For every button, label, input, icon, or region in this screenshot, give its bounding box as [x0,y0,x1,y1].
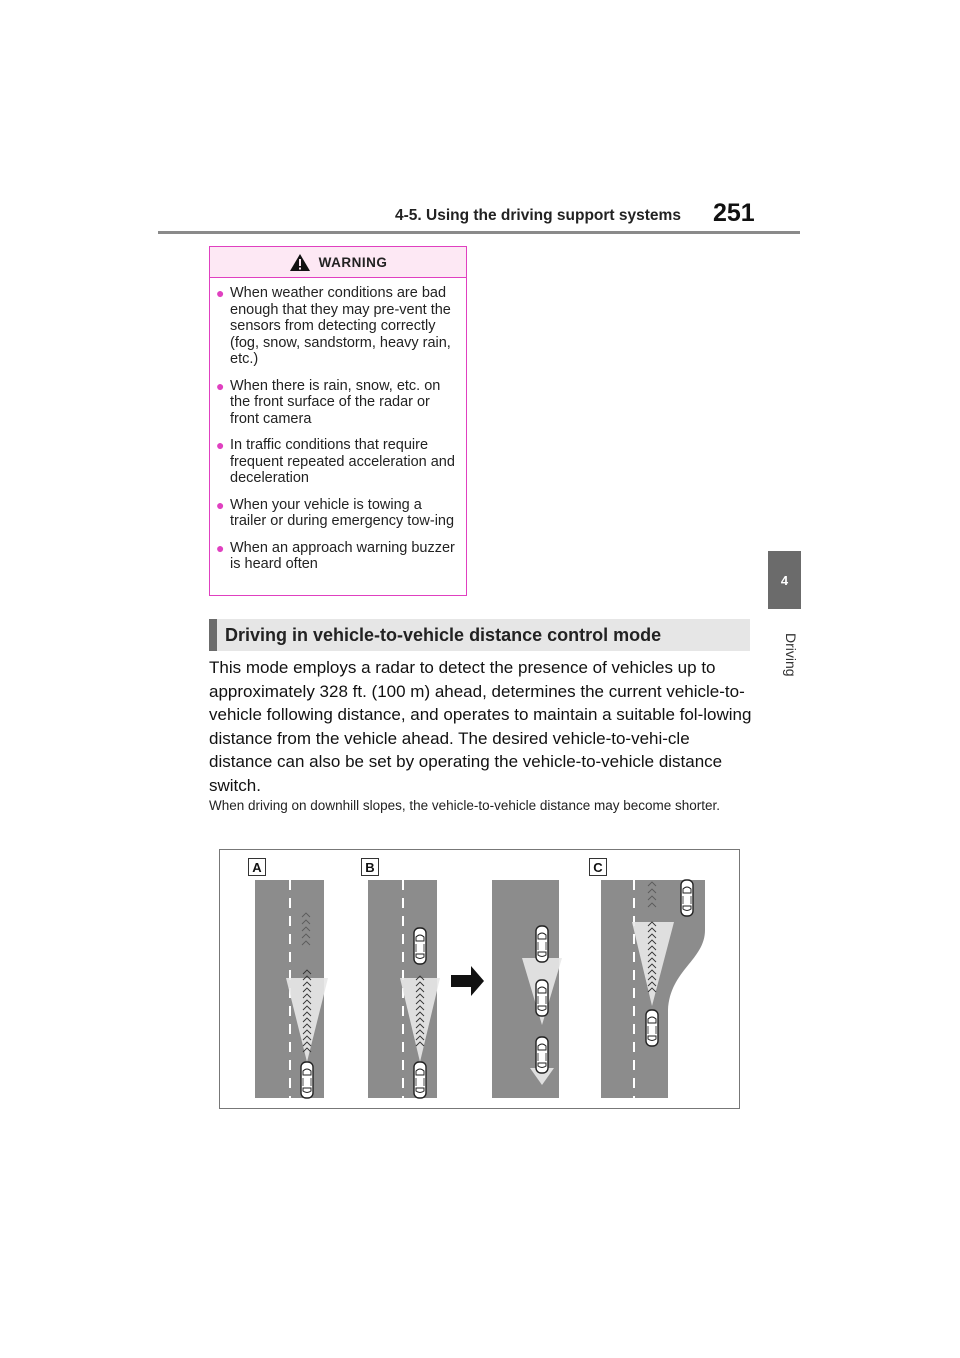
warning-item-text: When an approach warning buzzer is heard often [230,539,455,572]
warning-triangle-icon [289,253,311,272]
warning-item-text: When there is rain, snow, etc. on the front surface of the radar or front camera [230,377,441,427]
illustration-drawing [220,850,741,1110]
warning-item-text: When weather conditions are bad enough that they may pre-vent the sensors from detecting correctly (fog, snow, sandstorm, heavy rain, etc.) [230,285,451,367]
section-title: Driving in vehicle-to-vehicle distance control mode [225,624,662,645]
bullet-icon: ● [216,377,225,394]
list-item [216,497,458,530]
warning-header [210,247,466,278]
section-body: This mode employs a radar to detect the presence of vehicles up to approximately 328 ft. (100 m) ahead, determines the current vehicle-to-vehicle following distance, and operates to maintain a suitable fol-lowing distance from the vehicle ahead. The desired vehicle-to-vehi-cle distance can also be set by operating the vehicle-to-vehicle distance switch. [209,658,752,795]
warning-box [209,246,467,596]
road-a [255,880,328,1098]
bullet-icon: ● [216,539,225,556]
list-item [216,437,458,487]
warning-item-text: When your vehicle is towing a trailer or during emergency tow-ing [230,496,455,529]
road-b2 [492,880,562,1098]
road-c [601,880,705,1098]
bullet-icon: ● [216,285,225,301]
list-item [216,378,458,428]
figure-label-a: A [248,858,266,876]
list-item [216,285,458,368]
list-item [216,540,458,573]
chapter-tab: 4 [768,551,801,609]
warning-item-text: In traffic conditions that require frequent repeated acceleration and deceleration [230,437,455,486]
warning-title: WARNING [318,254,388,270]
figure-label-c: C [589,858,607,876]
header-section-title: 4-5. Using the driving support systems [395,207,681,224]
bullet-icon: ● [216,437,225,453]
figure-label-b: B [361,858,379,876]
section-note: When driving on downhill slopes, the vehicle-to-vehicle distance may become shorter. [209,798,721,813]
bullet-icon: ● [216,496,225,513]
chapter-label: Driving [783,633,799,677]
arrow-right-icon [451,966,484,996]
page-number: 251 [713,199,755,227]
section-heading [209,619,750,651]
road-b [368,880,440,1098]
warning-list [210,278,466,573]
distance-control-illustration [219,849,740,1109]
header-divider [158,231,800,234]
